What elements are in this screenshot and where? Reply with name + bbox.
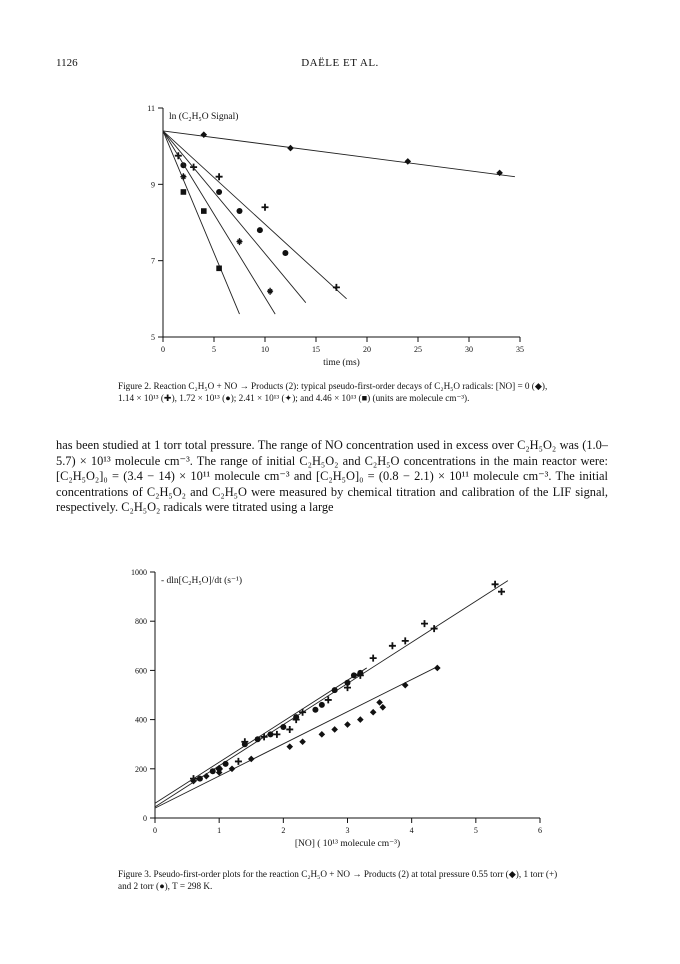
data-point-diamond xyxy=(201,131,208,138)
data-point-circle xyxy=(280,724,286,730)
y-tick-label: 0 xyxy=(143,814,147,823)
fit-line-plus xyxy=(155,581,508,807)
y-axis-label: - dln[C₂H₅O]/dt (s⁻¹) xyxy=(161,576,242,586)
data-point-star xyxy=(267,288,273,295)
body-paragraph-text: has been studied at 1 torr total pressure. The range of NO concentration used in excess over C₂H₅O₂ was (1.0–5.7) × 10¹³ molecule cm⁻³. The range of initial C₂H₅O₂ and C₂H₅O concentrations in the main reactor were: [C₂H₅O₂]₀ = (3.4 − 14) × 10¹¹ molecule cm⁻³ and [C₂H₅O]₀ = (0.8 − 2.1) × 10¹¹ molecule cm⁻³. The initial concentrations of C₂H₅O₂ and C₂H₅O were measured by chemical titration and calibration of the LIF signal, respectively. C₂H₅O₂ radicals were titrated using a large xyxy=(56,438,608,515)
x-tick-label: 15 xyxy=(312,345,320,354)
data-point-star xyxy=(237,238,243,245)
data-point-circle xyxy=(237,208,243,214)
data-point-circle xyxy=(332,687,338,693)
y-tick-label: 600 xyxy=(135,666,147,676)
data-point-circle xyxy=(312,707,318,713)
figure-3-caption: Figure 3. Pseudo-first-order plots for the reaction C₂H₅O + NO → Products (2) at total pressure 0.55 torr (◆), 1 torr (+) and 2 torr (●), T = 298 K. xyxy=(118,869,558,891)
fit-line-diamond xyxy=(163,131,515,177)
data-point-plus xyxy=(370,655,377,662)
data-point-diamond xyxy=(434,665,441,672)
data-point-plus xyxy=(421,620,428,627)
data-point-plus xyxy=(273,731,280,738)
data-point-square xyxy=(201,208,207,214)
data-point-plus xyxy=(262,204,269,211)
figure-3 xyxy=(0,560,680,875)
data-point-diamond xyxy=(357,716,364,723)
data-point-circle xyxy=(255,736,261,742)
figure-2-chart xyxy=(0,98,680,380)
data-point-circle xyxy=(242,741,248,747)
data-point-circle xyxy=(216,766,222,772)
data-point-diamond xyxy=(286,743,293,750)
x-tick-label: 5 xyxy=(473,826,478,835)
x-tick-label: 2 xyxy=(281,826,286,835)
data-point-circle xyxy=(268,731,274,737)
y-tick-label: 7 xyxy=(151,256,155,266)
data-point-square xyxy=(181,189,187,195)
data-point-diamond xyxy=(379,704,386,711)
data-point-circle xyxy=(345,680,351,686)
data-point-circle xyxy=(223,761,229,767)
page-number: 1126 xyxy=(56,57,78,69)
fit-line-plus xyxy=(163,131,347,299)
data-point-circle xyxy=(210,768,216,774)
y-tick-label: 9 xyxy=(151,180,155,190)
data-point-circle xyxy=(282,250,288,256)
data-point-diamond xyxy=(344,721,351,728)
x-axis-label: [NO] ( 10¹³ molecule cm⁻³) xyxy=(294,839,401,849)
data-point-plus xyxy=(402,637,409,644)
data-point-plus xyxy=(389,642,396,649)
data-point-circle xyxy=(293,714,299,720)
data-point-plus xyxy=(261,733,268,740)
x-tick-label: 0 xyxy=(161,345,165,354)
data-point-circle xyxy=(197,776,203,782)
data-point-diamond xyxy=(319,731,326,738)
data-point-diamond xyxy=(376,699,383,706)
fit-line-square xyxy=(163,131,240,314)
figure-2-caption: Figure 2. Reaction C₂H₅O + NO → Products (2): typical pseudo-first-order decays of C₂H₅O radicals: [NO] = 0 (◆), 1.14 × 10¹³ (✚), 1.72 × 10¹³ (●); 2.41 × 10¹³ (✦); and 4.46 × 10¹³ (■) (units are molecule cm⁻³). xyxy=(118,381,548,403)
y-axis-label: ln (C₂H₅O Signal) xyxy=(169,112,239,122)
x-axis-label: time (ms) xyxy=(323,358,360,368)
y-tick-label: 200 xyxy=(135,764,147,774)
fit-line-diamond xyxy=(155,667,437,808)
data-point-diamond xyxy=(331,726,338,733)
x-tick-label: 5 xyxy=(212,345,216,354)
x-tick-label: 4 xyxy=(409,826,414,835)
running-title: DAËLE ET AL. xyxy=(301,57,379,69)
data-point-circle xyxy=(319,702,325,708)
x-tick-label: 0 xyxy=(153,826,157,835)
x-tick-label: 3 xyxy=(345,826,350,835)
data-point-square xyxy=(216,266,222,272)
data-point-diamond xyxy=(405,158,412,165)
data-point-circle xyxy=(216,189,222,195)
data-point-diamond xyxy=(370,709,377,716)
figure-2 xyxy=(0,98,680,385)
data-point-plus xyxy=(299,709,306,716)
y-tick-label: 800 xyxy=(135,617,147,627)
x-tick-label: 10 xyxy=(261,345,269,354)
figure-3-chart xyxy=(0,560,680,870)
y-tick-label: 11 xyxy=(147,104,155,113)
x-tick-label: 6 xyxy=(538,826,542,835)
body-paragraph xyxy=(56,438,608,516)
data-point-circle xyxy=(351,672,357,678)
fit-line-star xyxy=(163,131,275,314)
data-point-diamond xyxy=(287,145,294,152)
y-tick-label: 5 xyxy=(151,333,155,342)
y-tick-label: 400 xyxy=(135,715,147,725)
data-point-circle xyxy=(357,670,363,676)
x-tick-label: 20 xyxy=(363,345,371,354)
fit-line-circle xyxy=(163,131,306,303)
data-point-plus xyxy=(235,758,242,765)
x-tick-label: 30 xyxy=(465,345,473,354)
x-tick-label: 35 xyxy=(516,345,524,354)
data-point-plus xyxy=(216,173,223,180)
data-point-plus xyxy=(286,726,293,733)
data-point-diamond xyxy=(402,682,409,689)
data-point-plus xyxy=(333,284,340,291)
data-point-diamond xyxy=(299,738,306,745)
data-point-plus xyxy=(498,588,505,595)
x-tick-label: 25 xyxy=(414,345,422,354)
x-tick-label: 1 xyxy=(217,826,222,835)
y-tick-label: 1000 xyxy=(131,568,147,577)
data-point-circle xyxy=(257,227,263,233)
